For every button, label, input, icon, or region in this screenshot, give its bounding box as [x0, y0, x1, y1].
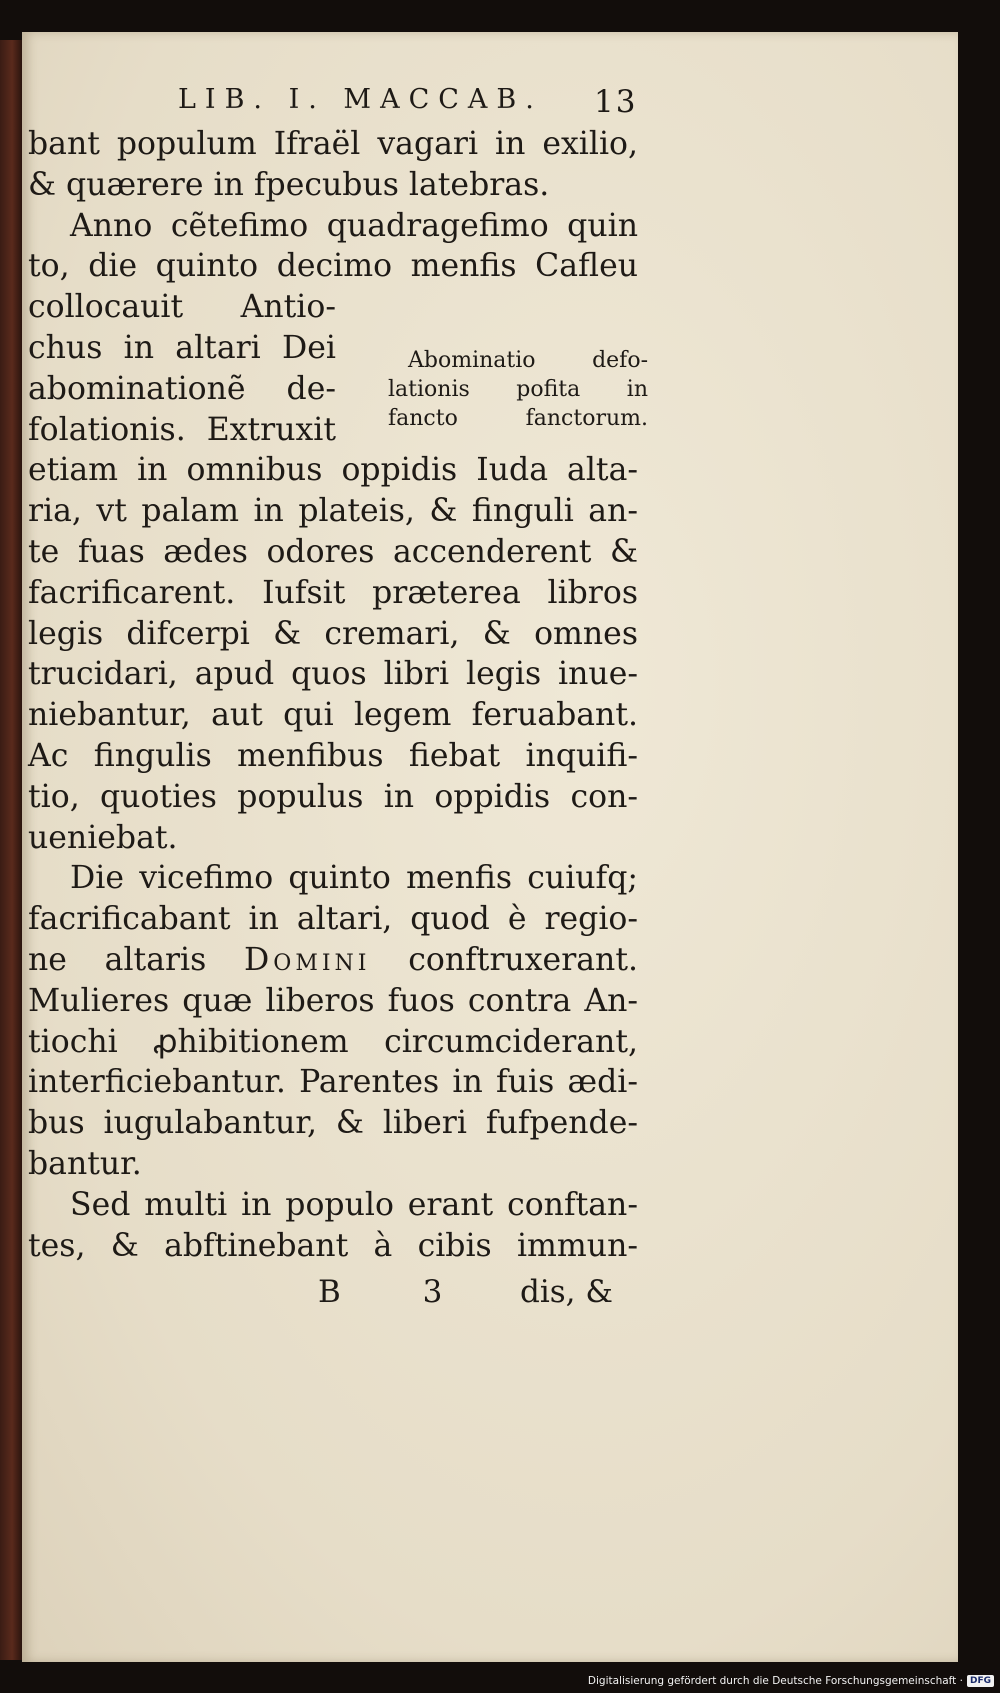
- text-line: tio, quoties populus in oppidis con-: [28, 778, 638, 815]
- page-footer: [28, 1272, 668, 1316]
- text-line: ueniebat.: [28, 819, 178, 856]
- text-line: to, die quinto decimo menfis Cafleu: [28, 248, 638, 285]
- page-content: [28, 84, 668, 1316]
- text-line: bus iugulabantur, & liberi fufpende-: [28, 1105, 638, 1142]
- text-line: trucidari, apud quos libri legis inue-: [28, 656, 638, 693]
- text-line: te fuas ædes odores accenderent &: [28, 533, 638, 570]
- text-fragment: conftruxerant.: [370, 941, 638, 978]
- text-line: chus in altari Dei: [28, 329, 336, 366]
- running-head-title: LIB. I. MACCAB.: [178, 84, 543, 115]
- text-line: ria, vt palam in plateis, & finguli an-: [28, 493, 638, 530]
- credit-text: Digitalisierung gefördert durch die Deutsche Forschungsgemeinschaft ·: [587, 1675, 963, 1687]
- book-cover-edge: [0, 40, 22, 1660]
- divine-name: Domini: [244, 941, 371, 978]
- text-line: legis difcerpi & cremari, & omnes: [28, 615, 638, 652]
- text-line: [28, 940, 638, 981]
- catchword: dis, &: [520, 1274, 613, 1311]
- text-line: Ac fingulis menfibus fiebat inquifi-: [28, 737, 638, 774]
- running-head: [178, 84, 668, 124]
- text-line: Sed multi in populo erant conftan-: [70, 1186, 638, 1223]
- book-page: [22, 32, 958, 1662]
- text-line: etiam in omnibus oppidis Iuda alta-: [28, 452, 638, 489]
- text-line: abominationẽ de-: [28, 370, 336, 407]
- digitization-credit: [588, 1675, 994, 1687]
- text-line: Die vicefimo quinto menfis cuiufq;: [70, 860, 638, 897]
- text-line: interficiebantur. Parentes in fuis ædi-: [28, 1064, 638, 1101]
- page-number: 13: [594, 84, 638, 120]
- text-line: bant populum Ifraël vagari in exilio,: [28, 126, 638, 162]
- text-line: & quærere in fpecubus latebras.: [28, 166, 550, 203]
- marginal-note-line: Abominatio defo-: [408, 348, 648, 373]
- text-fragment: ne altaris: [28, 941, 245, 978]
- text-line: folationis. Extruxit: [28, 411, 336, 448]
- marginal-note-line: lationis pofita in: [388, 377, 648, 402]
- text-line: facrificarent. Iufsit præterea libros: [28, 574, 638, 611]
- text-line: facrificabant in altari, quod è regio-: [28, 901, 638, 938]
- dfg-logo-icon: DFG: [967, 1675, 994, 1687]
- body-text: [28, 124, 668, 1316]
- text-line: tiochi ꝓhibitionem circumciderant,: [28, 1023, 638, 1060]
- signature-mark: B 3: [318, 1274, 479, 1311]
- text-line: bantur.: [28, 1145, 142, 1182]
- text-line: Mulieres quæ liberos fuos contra An-: [28, 982, 638, 1019]
- text-line: niebantur, aut qui legem feruabant.: [28, 697, 638, 734]
- text-line: collocauit Antio-: [28, 289, 336, 326]
- text-line: tes, & abftinebant à cibis immun-: [28, 1227, 638, 1264]
- marginal-note-line: fancto fanctorum.: [388, 406, 648, 431]
- marginal-note: [388, 346, 648, 433]
- text-line: Anno cẽtefimo quadragefimo quin: [70, 207, 638, 244]
